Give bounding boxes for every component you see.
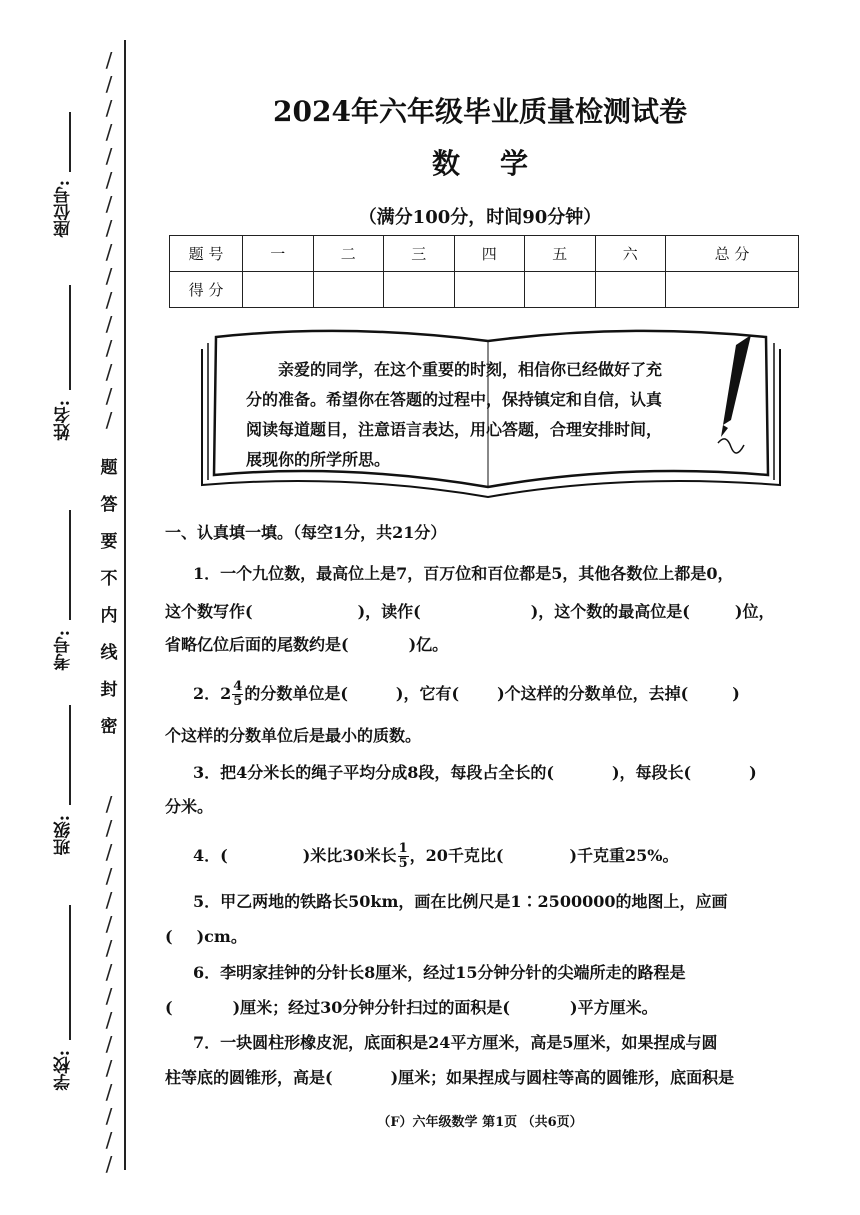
- table-cell: 二: [313, 236, 384, 272]
- school-underline: [69, 905, 71, 1040]
- score-table-header-row: [170, 236, 799, 272]
- score-input-cell[interactable]: [525, 272, 596, 308]
- question-1-line-1: 1．一个九位数，最高位上是7，百万位和百位都是5，其他各数位上都是0，: [193, 564, 734, 583]
- binding-line: [124, 40, 126, 1170]
- name-label: 姓名:: [54, 400, 74, 441]
- score-input-cell[interactable]: [243, 272, 314, 308]
- table-cell: 六: [595, 236, 666, 272]
- score-input-cell[interactable]: [384, 272, 455, 308]
- intro-message: [246, 355, 716, 475]
- question-1-line-3: 省略亿位后面的尾数约是( )亿。: [165, 635, 449, 654]
- question-5-line-2: ( )cm。: [165, 927, 247, 946]
- fraction: $\frac{1}{5}$: [398, 841, 408, 871]
- class-underline: [69, 705, 71, 805]
- seal-line-text: 题 答 要 不 内 线 封 密: [100, 458, 118, 737]
- score-input-cell[interactable]: [454, 272, 525, 308]
- score-input-cell[interactable]: [595, 272, 666, 308]
- section-heading: 一、认真填一填。（每空1分，共21分）: [165, 523, 447, 542]
- score-input-cell[interactable]: [666, 272, 799, 308]
- school-field[interactable]: [55, 1050, 85, 1090]
- table-cell: 题 号: [170, 236, 243, 272]
- table-cell: 三: [384, 236, 455, 272]
- table-cell: 得 分: [170, 272, 243, 308]
- score-table: [169, 235, 799, 308]
- seat-number-field[interactable]: [55, 180, 85, 237]
- table-cell: 一: [243, 236, 314, 272]
- table-cell: 总 分: [666, 236, 799, 272]
- exam-title: 2024年六年级毕业质量检测试卷: [273, 95, 687, 128]
- question-6-line-1: 6．李明家挂钟的分针长8厘米，经过15分钟分针的尖端所走的路程是: [193, 963, 686, 982]
- exam-note: （满分100分，时间90分钟）: [358, 207, 602, 228]
- intro-line: 阅读每道题目，注意语言表达，用心答题，合理安排时间，: [246, 420, 663, 439]
- subject-title: 数学: [431, 147, 568, 180]
- cut-line-slashes-bottom: / / / / / / / / / / / / / / / /: [105, 792, 113, 1176]
- intro-line: 展现你的所学所思。: [246, 450, 391, 469]
- fraction: $\frac{4}{5}$: [233, 679, 243, 709]
- question-7-line-2: 柱等底的圆锥形，高是( )厘米；如果捏成与圆柱等高的圆锥形，底面积是: [165, 1068, 735, 1087]
- name-underline: [69, 285, 71, 390]
- question-3-line-2: 分米。: [165, 797, 214, 816]
- question-1-line-2: 这个数写作( )，读作( )，这个数的最高位是( )位，: [165, 602, 775, 621]
- intro-line: 分的准备。希望你在答题的过程中，保持镇定和自信，认真: [246, 390, 663, 409]
- question-7-line-1: 7．一块圆柱形橡皮泥，底面积是24平方厘米，高是5厘米，如果捏成与圆: [193, 1033, 718, 1052]
- class-label: 班级:: [54, 815, 74, 856]
- class-field[interactable]: [55, 815, 85, 855]
- question-5-line-1: 5．甲乙两地的铁路长50km，画在比例尺是1∶2500000的地图上，应画: [193, 892, 728, 911]
- question-4-line-1: 4．( )米比30米长 $\frac{1}{5}$ ，20千克比( )千克重25%。: [193, 841, 679, 871]
- exam-number-field[interactable]: [55, 630, 85, 670]
- question-6-line-2: ( )厘米；经过30分钟分针扫过的面积是( )平方厘米。: [165, 998, 658, 1017]
- question-3-line-1: 3．把4分米长的绳子平均分成8段，每段占全长的( )，每段长( ): [193, 763, 757, 782]
- table-cell: 四: [454, 236, 525, 272]
- page-footer: （F）六年级数学 第1页 （共6页）: [377, 1115, 583, 1130]
- score-input-cell[interactable]: [313, 272, 384, 308]
- exam-number-label: 考号:: [54, 630, 74, 671]
- school-label: 学校:: [54, 1050, 74, 1091]
- name-field[interactable]: [55, 400, 85, 440]
- question-2-line-1: 2．2 $\frac{4}{5}$ 的分数单位是( )，它有( )个这样的分数单位，去掉( ): [193, 679, 740, 709]
- cut-line-slashes-top: / / / / / / / / / / / / / / / /: [105, 48, 113, 432]
- score-table-score-row: [170, 272, 799, 308]
- table-cell: 五: [525, 236, 596, 272]
- seat-label: 座位号:: [54, 180, 74, 238]
- seat-underline: [69, 112, 71, 172]
- question-2-line-2: 个这样的分数单位后是最小的质数。: [165, 726, 422, 745]
- exam-number-underline: [69, 510, 71, 620]
- intro-line: 亲爱的同学，在这个重要的时刻，相信你已经做好了充: [278, 360, 663, 379]
